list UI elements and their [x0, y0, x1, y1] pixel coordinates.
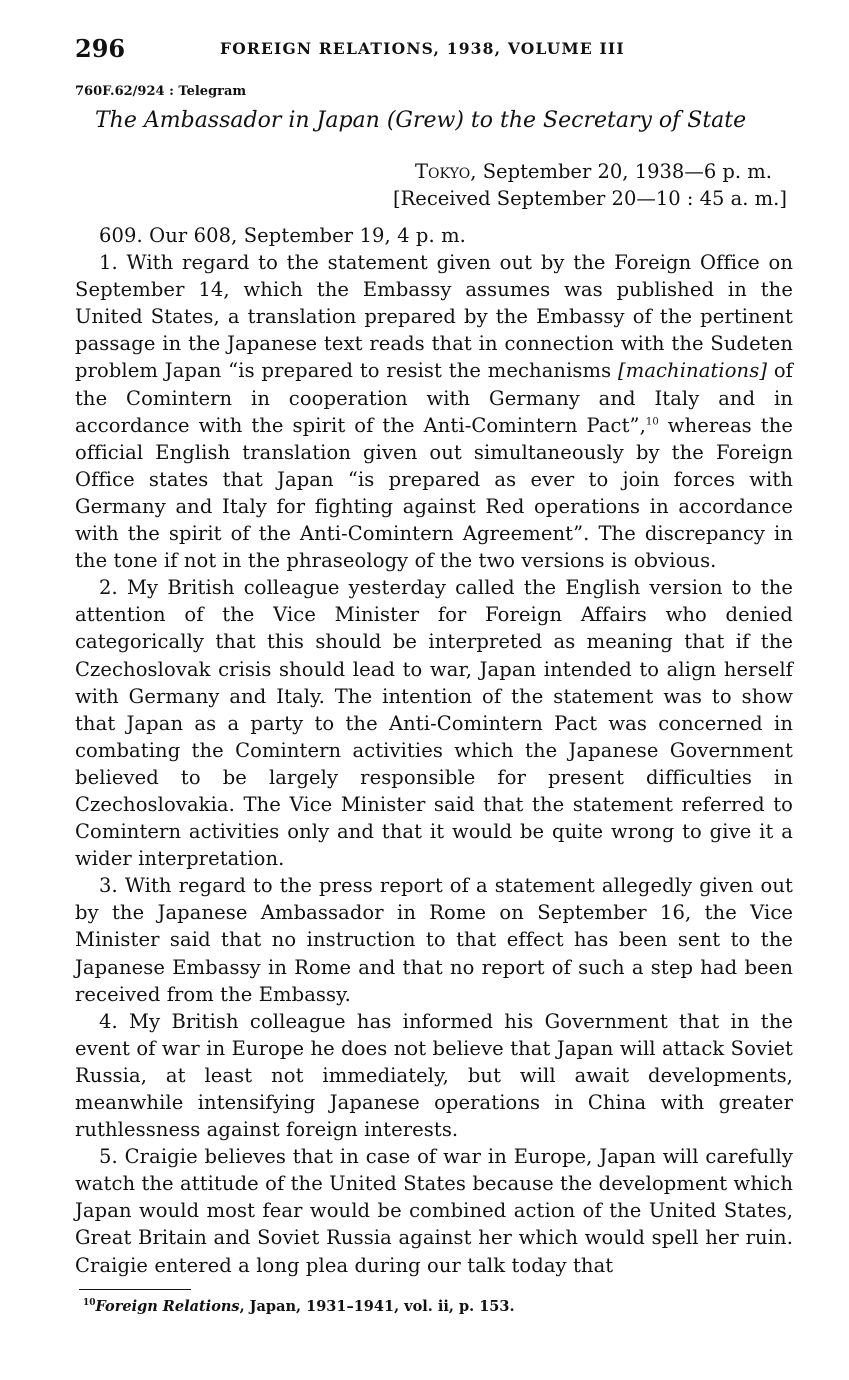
dateline	[415, 160, 772, 183]
paragraph-1-part-b: of the Comintern in cooperation with Germany and Italy and in accordance with the spirit of the Anti-Comintern Pact”,	[75, 359, 793, 437]
footnote-title: Foreign Relations	[95, 1298, 240, 1315]
footnote-rule	[79, 1289, 191, 1290]
footnote-text: , Japan, 1931–1941, vol. ii, p. 153.	[239, 1298, 515, 1315]
footnote	[83, 1298, 515, 1315]
dateline-city: Tokyo	[415, 160, 471, 183]
opening-line: 609. Our 608, September 19, 4 p. m.	[99, 224, 466, 247]
document-id: 760F.62/924 : Telegram	[75, 84, 247, 99]
telegram-body	[75, 222, 793, 1279]
document-title: The Ambassador in Japan (Grew) to the Secretary of State	[95, 108, 747, 133]
dateline-date: , September 20, 1938—6 p. m.	[470, 160, 772, 183]
page-number: 296	[75, 34, 126, 63]
page	[75, 0, 793, 1380]
running-title: FOREIGN RELATIONS, 1938, VOLUME III	[220, 39, 625, 58]
paragraph-5: 5. Craigie believes that in case of war in Europe, Japan will carefully watch the attitude of the United States because the development which Japan would most fear would be combined action of the United States, Great Britain and Soviet Russia against her which would spell her ruin. Craigie entered a long plea during our talk today that	[75, 1145, 793, 1277]
received-line: [Received September 20—10 : 45 a. m.]	[393, 187, 787, 210]
paragraph-1	[75, 249, 793, 574]
paragraph-3: 3. With regard to the press report of a statement allegedly given out by the Japanese Ambassador in Rome on September 16, the Vice Minister said that no instruction to that effect has been sent to the Japanese Embassy in Rome and that no report of such a step had been received from the Embassy.	[75, 874, 793, 1006]
paragraph-4: 4. My British colleague has informed his Government that in the event of war in Europe he does not believe that Japan will attack Soviet Russia, at least not immediately, but will await developments, meanwhile intensifying Japanese operations in China with greater ruthlessness against foreign interests.	[75, 1009, 793, 1142]
footnote-marker: 10	[83, 1298, 96, 1309]
paragraph-2: 2. My British colleague yesterday called the English version to the attention of the Vice Minister for Foreign Affairs who denied categorically that this should be interpreted as meaning that if the Czechoslovak crisis should lead to war, Japan intended to align herself with Germany and Italy. The intention of the statement was to show that Japan as a party to the Anti-Comintern Pact was concerned in combating the Comintern activities which the Japanese Government believed to be largely responsible for present difficulties in Czechoslovakia. The Vice Minister said that the statement referred to Comintern activities only and that it would be quite wrong to give it a wider interpretation.	[75, 576, 793, 871]
paragraph-1-part-a: 1. With regard to the statement given out by the Foreign Office on September 14, which the Embassy assumes was published in the United States, a translation prepared by the Embassy of the pertinent passage in the Japanese text reads that in connection with the Sudeten problem Japan “is prepared to resist the mechanisms	[75, 251, 793, 383]
paragraph-1-part-c: whereas the official English translation given out simultaneously by the Foreign Office states that Japan “is prepared as ever to join forces with Germany and Italy for fighting against Red operations in accordance with the spirit of the Anti-Comintern Agreement”. The discrepancy in the tone if not in the phraseology of the two versions is obvious.	[75, 413, 793, 573]
running-head	[75, 34, 793, 64]
footnote-reference: 10	[645, 416, 659, 428]
paragraph-1-italic: [machinations]	[618, 359, 768, 383]
